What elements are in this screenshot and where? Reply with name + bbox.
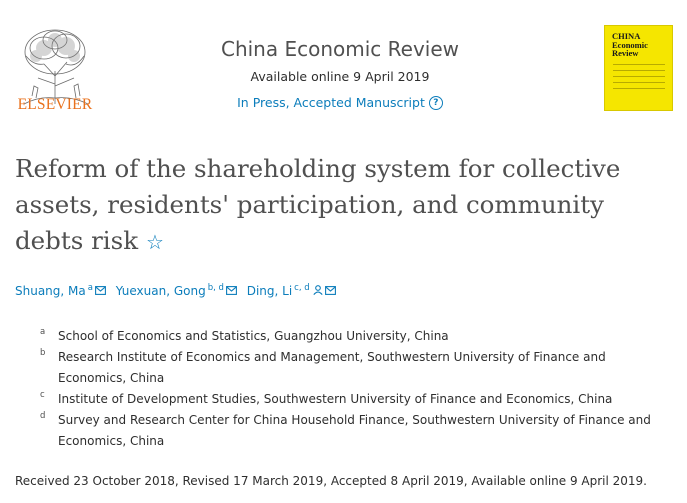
affiliation-label: c (40, 390, 45, 400)
cover-title (612, 32, 648, 58)
affiliation-text: School of Economics and Statistics, Guangzhou University, China (58, 329, 449, 343)
cover-title-line: Review (612, 48, 639, 58)
cover-decoration (613, 64, 665, 94)
affiliation-label: d (40, 411, 46, 421)
affiliation-label: a (40, 327, 46, 337)
article-title-text: Reform of the shareholding system for collective assets, residents' participation, and community debts risk (15, 154, 621, 255)
journal-cover-thumbnail[interactable] (604, 25, 673, 111)
affiliation-list (40, 326, 670, 452)
journal-header (165, 36, 515, 111)
author-name: Yuexuan, Gong (115, 284, 206, 298)
author-affil-sup: c, d (294, 283, 310, 293)
mail-icon[interactable] (325, 286, 336, 295)
help-icon[interactable]: ? (429, 96, 443, 110)
elsevier-logo-text: ELSEVIER (17, 96, 93, 113)
in-press-label: In Press, Accepted Manuscript (237, 95, 425, 110)
article-title (15, 151, 675, 260)
affiliation-item (40, 389, 670, 410)
in-press-status-link[interactable] (237, 95, 443, 111)
journal-title[interactable]: China Economic Review (220, 37, 460, 61)
cover-title-line: Economic (612, 39, 648, 50)
star-icon[interactable]: ☆ (146, 230, 164, 254)
mail-icon[interactable] (95, 286, 106, 295)
affiliation-item (40, 347, 670, 389)
cover-title-line: CHINA (612, 31, 641, 41)
affiliation-text: Institute of Development Studies, Southwestern University of Finance and Economics, China (58, 392, 613, 406)
author-name: Shuang, Ma (15, 284, 86, 298)
available-online-date: Available online 9 April 2019 (250, 69, 430, 84)
person-icon[interactable] (313, 285, 323, 295)
affiliation-item (40, 410, 670, 452)
mail-icon[interactable] (226, 286, 237, 295)
author-name: Ding, Li (246, 284, 293, 298)
author-link[interactable] (15, 284, 106, 298)
affiliation-text: Research Institute of Economics and Management, Southwestern University of Finance and Economics, China (58, 350, 606, 385)
affiliation-label: b (40, 348, 46, 358)
affiliation-item (40, 326, 670, 347)
author-link[interactable] (116, 284, 237, 298)
author-link[interactable] (247, 284, 336, 298)
author-affil-sup: a (87, 283, 93, 293)
author-list (15, 284, 342, 298)
author-affil-sup: b, d (207, 283, 224, 293)
affiliation-text: Survey and Research Center for China Household Finance, Southwestern University of Finance and Economics, China (58, 413, 651, 448)
article-history: Received 23 October 2018, Revised 17 March 2019, Accepted 8 April 2019, Available online 9 April 2019. (15, 474, 647, 488)
